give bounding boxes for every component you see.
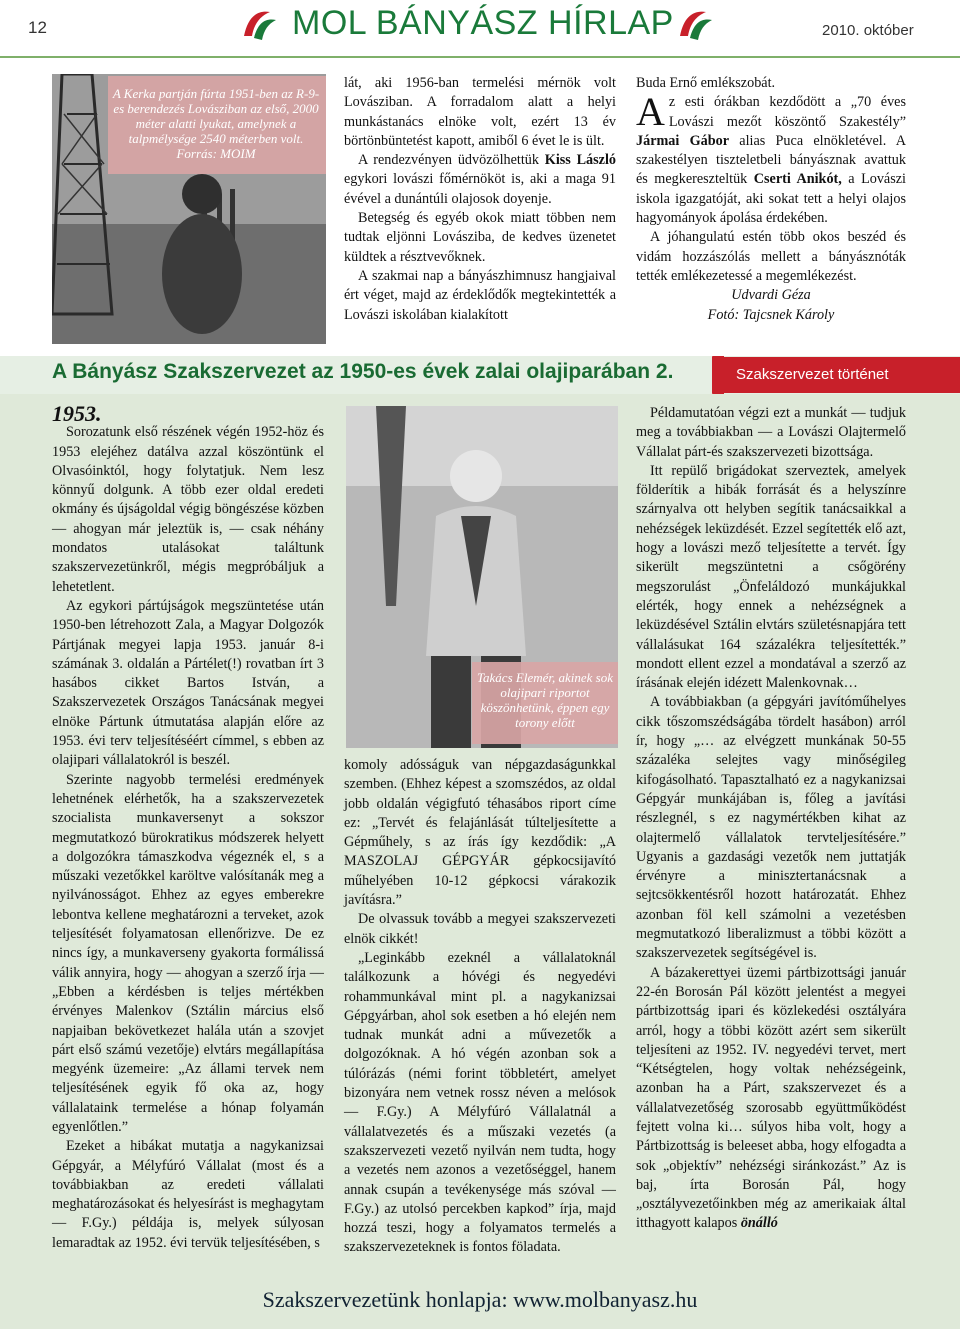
paragraph: Sorozatunk első részének végén 1952-höz és 1953 elejéhez datálva azzal köszöntünk el Olvasóinktól, hogy folytatjuk. Nem lesz könnyű dolgunk. A több ezer oldal eredeti okmány és újságoldal végig böngészése közben — ahogyan már jeleztük is, — csak néhány mondatos utalásokat találtunk szakszervezetünkről, mégis megpróbáljuk a lehetetlent. bbox=[52, 424, 324, 595]
photo-credit: Fotó: Tajcsnek Károly bbox=[707, 306, 835, 323]
paragraph: „Leginkább ezeknél a vállalatoknál találkozunk a hóvégi és negyedévi rohammunkával mint pl. a nagykanizsai Gépgyárban, ahol sok esetben a hó elején nem tudnak munkát adni a művezetők a dolgozóknak. A hó végén azonban sok a túlórázás (némi forint többletért, amelyet bizonyára nem vetnek rossz néven a melósok — F.Gy.) A Mélyfúró Vállalatnál a vállalatvezetés és a műszaki vezetés (a szakszervezeti vezető nyilván nem tudta, hogy a vezetés nem azonos a vezetőséggel, hanem annak csupán a tevékenysége más szóval — F.Gy.) az utolsó percekben kapkod” írja, majd hozzá teszi, hogy a folyamatos termelés a szakszervezeteknek is fontos föladata. bbox=[344, 949, 616, 1256]
author: Udvardi Géza bbox=[731, 287, 811, 304]
paragraph: Az esti órákban kezdődött a „70 éves Lovászi mezőt köszöntő Szakestély” Jármai Gábor alias Puca elnökletével. A szakestélyen tiszteletbeli bányásznak avattuk és megkereszteltük Cserti Anikót, a Lovászi iskola igazgatóját, aki sokat tett a helyi olajos hagyományok ápolása érdekében. bbox=[636, 89, 906, 227]
paragraph: Szerinte nagyobb termelési eredmények lehetnének elérhetők, ha a szakszervezetek szocialista munkaversenyt a sokszor megmutatkozó bürokratikus módszerek helyett a dolgozókra támaszkodva végeznék el, s a műszaki vezetőkkel karöltve valósítanák meg a nyilvánosságot. Ehhez az egyes emberekre lebontva kellene meghatározni a terveket, azok teljesítését folyamatosan ellenőrizve. De ez nincs így, a munkaverseny gyakorta formálissá válik annyira, hogy — ahogyan a szerző írja — „Ebben a kérdésben is teljes mértékben érvényes Malenkov (Sztálin március első napjaiban bekövetkezet halála után a szovjet párt első számú vezetője) elvtárs megállapítása megyénk üzemeire: „Az állami tervek nem teljesítésének egyik fő oka az, hogy vállalataink termelése a hónap folyamán egyenlőtlen.” bbox=[52, 771, 324, 1135]
ribbon-icon bbox=[700, 356, 724, 394]
continued-word: önálló bbox=[740, 1215, 778, 1232]
paragraph: Betegség és egyéb okok miatt többen nem tudtak eljönni Lovásziba, de kedves üzenetet küldtek a résztvevőknek. bbox=[344, 210, 616, 265]
issue-date: 2010. október bbox=[822, 22, 914, 39]
paragraph: Az egykori pártújságok megszüntetése után 1950-ben létrehozott Zala, a Magyar Dolgozók Pártjának megyei lapja 1953. január 8-i számának 3. oldalán a Pártélet(!) rovatban írt 3 hasábos cikket Bartos István, a Szakszervezetek Országos Tanácsának megyei elnöke Pártunk útmutatása alapján előre az 1953. évi terv teljesítéséért címmel, s ebben az olajipari vállalatokról is beszél. bbox=[52, 597, 324, 769]
article-column-3 bbox=[636, 404, 906, 1234]
paragraph: A továbbiakban (a gépgyári javítóműhelyes cikk tőszomszédságába tördelt hasábon) arról ír, hogy „… az elvégzett munkának 50-55 százaléka selejtes vagy minőségileg kifogásolható. Tapasztalható ez a nagykanizsai Gépgyár munkájában is, főleg a javítási részlegnél, s ez nagymértékben kihat az olajtermelő vállalatok tervteljesítésére.” Ugyanis a gazdasági vezetők nem juttatják érvényre a minisztertanácsnak a sejtcsökkentésről hozott határozatát. Ehhez azonban föl kell számolni a vezetésben megmutatkozó liberalizmust a többi között a szakszervezetek segítségével is. bbox=[636, 694, 906, 962]
paragraph: Példamutatóan végzi ezt a munkát — tudjuk meg a továbbiakban — a Lovászi Olajtermelő Vállalat párt-és szakszervezeti bizottsága. bbox=[636, 405, 906, 460]
paragraph: A szakmai nap a bányászhimnusz hangjaival ért véget, majd az érdeklődők megtekintették a Lovászi iskolában kialakított bbox=[344, 267, 616, 323]
name-jarmai-gabor: Jármai Gábor bbox=[636, 132, 730, 149]
drop-cap: A bbox=[636, 89, 665, 135]
paragraph: Buda Ernő emlékszobát. bbox=[636, 75, 776, 91]
article-title: A Bányász Szakszervezet az 1950-es évek zalai olajiparában 2. bbox=[52, 360, 674, 383]
caption-source: Forrás: MOIM bbox=[176, 146, 256, 161]
paragraph: Ezeket a hibákat mutatja a nagykanizsai Gépgyár, a Mélyfúró Vállalat (most és a továbbiakban az eredeti vállalati meghatározásokat és helyesírást is meghagytam — F.Gy.) példája is, melyek súlyosan lemaradtak az 1952. évi tervük teljesítésében, s bbox=[52, 1138, 324, 1251]
paragraph: A jóhangulatú estén több okos beszéd és vidám hozzászólás mellett a bányásznóták tették emlékezetessé a megemlékezést. bbox=[636, 229, 906, 284]
top-column-2 bbox=[636, 74, 906, 325]
paragraph: A bázakerettyei üzemi pártbizottsági január 22-én Borosán Pál között jelentést a megyei pártbizottság ipari és közlekedési osztályára arról, hogy a többi között azért sem sikerült teljesíteni az 1952. IV. negyedévi tervet, mert “Kétségtelen, hogy voltak nehézségeink, azonban ha a Párt, szakszervezet és a vállalatvezetőség szorosabb együttműködést fejtett volna ki… súlyos hiba volt, hogy a Pártbizottság is beleeset abba, hogy elfogadta a sok „objektív” nehézségi siránkozást.” Az is baj, írta Borosán Pál, hogy „osztályvezetőinkben még az amerikaiak által itthagyott kalapos önálló bbox=[636, 964, 906, 1232]
mol-logo-icon bbox=[676, 6, 716, 44]
caption-text: A Kerka partján fúrta 1951-ben az R-9-es berendezés Lovásziban az első, 2000 méter alatti lyukat, amelynek a talpmélysége 2540 méterben volt. bbox=[112, 86, 320, 146]
name-kiss-laszlo: Kiss László bbox=[544, 152, 617, 169]
page-number: 12 bbox=[28, 18, 47, 37]
article-column-2 bbox=[344, 756, 616, 1258]
top-column-1 bbox=[344, 74, 616, 325]
photo-caption: Takács Elemér, akinek sok olajipari riportot köszönhetünk, éppen egy torony előtt bbox=[477, 670, 613, 730]
paragraph: lát, aki 1956-ban termelési mérnök volt Lovásziban. A forradalom alatt a helyi munkástanács elnöke volt, ezért 13 év börtönbüntetést kapott, amiből 6 évet le is ült. bbox=[344, 75, 616, 149]
paragraph: Itt repülő brigádokat szerveztek, amelyek földerítik a hibák forrását és a helyszínre szárnyalva ott helyben segítik tanácsaikkal a nehézségek leküzdését. Ezzel segítették elő azt, hogy a lovászi mező teljesítette a tervét. Így sikerült megszüntetni a csőgörény megszorulást „Önfeláldozó munkájukkal elérték, hogy ennek a nehézségnek a leküzdésével Sztálin elvtárs születésnapjára tett vállalásukat 164 százalékra teljesítették.” mondott ellent ezzel a mondatával a szerző az írásának elején idézett Malenkovnak… bbox=[636, 462, 906, 692]
name-cserti-aniko: Cserti Anikót, bbox=[753, 171, 842, 188]
website-footer-link[interactable]: Szakszervezetünk honlapja: www.molbanyasz.hu bbox=[262, 1287, 698, 1312]
article-column-1 bbox=[52, 401, 324, 1253]
paragraph: A rendezvényen üdvözölhettük Kiss László egykori lovászi főmérnököt is, aki a maga 91 évével a dunántúli olajosok doyenje. bbox=[344, 152, 617, 207]
header-divider bbox=[0, 56, 960, 58]
mol-logo-icon bbox=[240, 6, 280, 44]
paragraph: De olvassuk tovább a megyei szakszervezeti elnök cikkét! bbox=[344, 911, 616, 947]
newspaper-title: MOL BÁNYÁSZ HÍRLAP bbox=[292, 4, 674, 42]
section-tag-label: Szakszervezet történet bbox=[736, 366, 889, 383]
photo-caption bbox=[112, 86, 320, 161]
year-heading: 1953. bbox=[52, 401, 102, 426]
paragraph: komoly adósságuk van népgazdaságunkkal szemben. (Ehhez képest a szomszédos, az oldal jobb oldalán végigfutó téhasábos riport címe ez: „Tervét és felajánlását túlteljesítette a Gépműhely, s az írás így kezdődik: „A MASZOLAJ GÉPGYÁR gépkocsijavító műhelyében 10-12 gépkocsi várakozik javításra.” bbox=[344, 757, 616, 909]
